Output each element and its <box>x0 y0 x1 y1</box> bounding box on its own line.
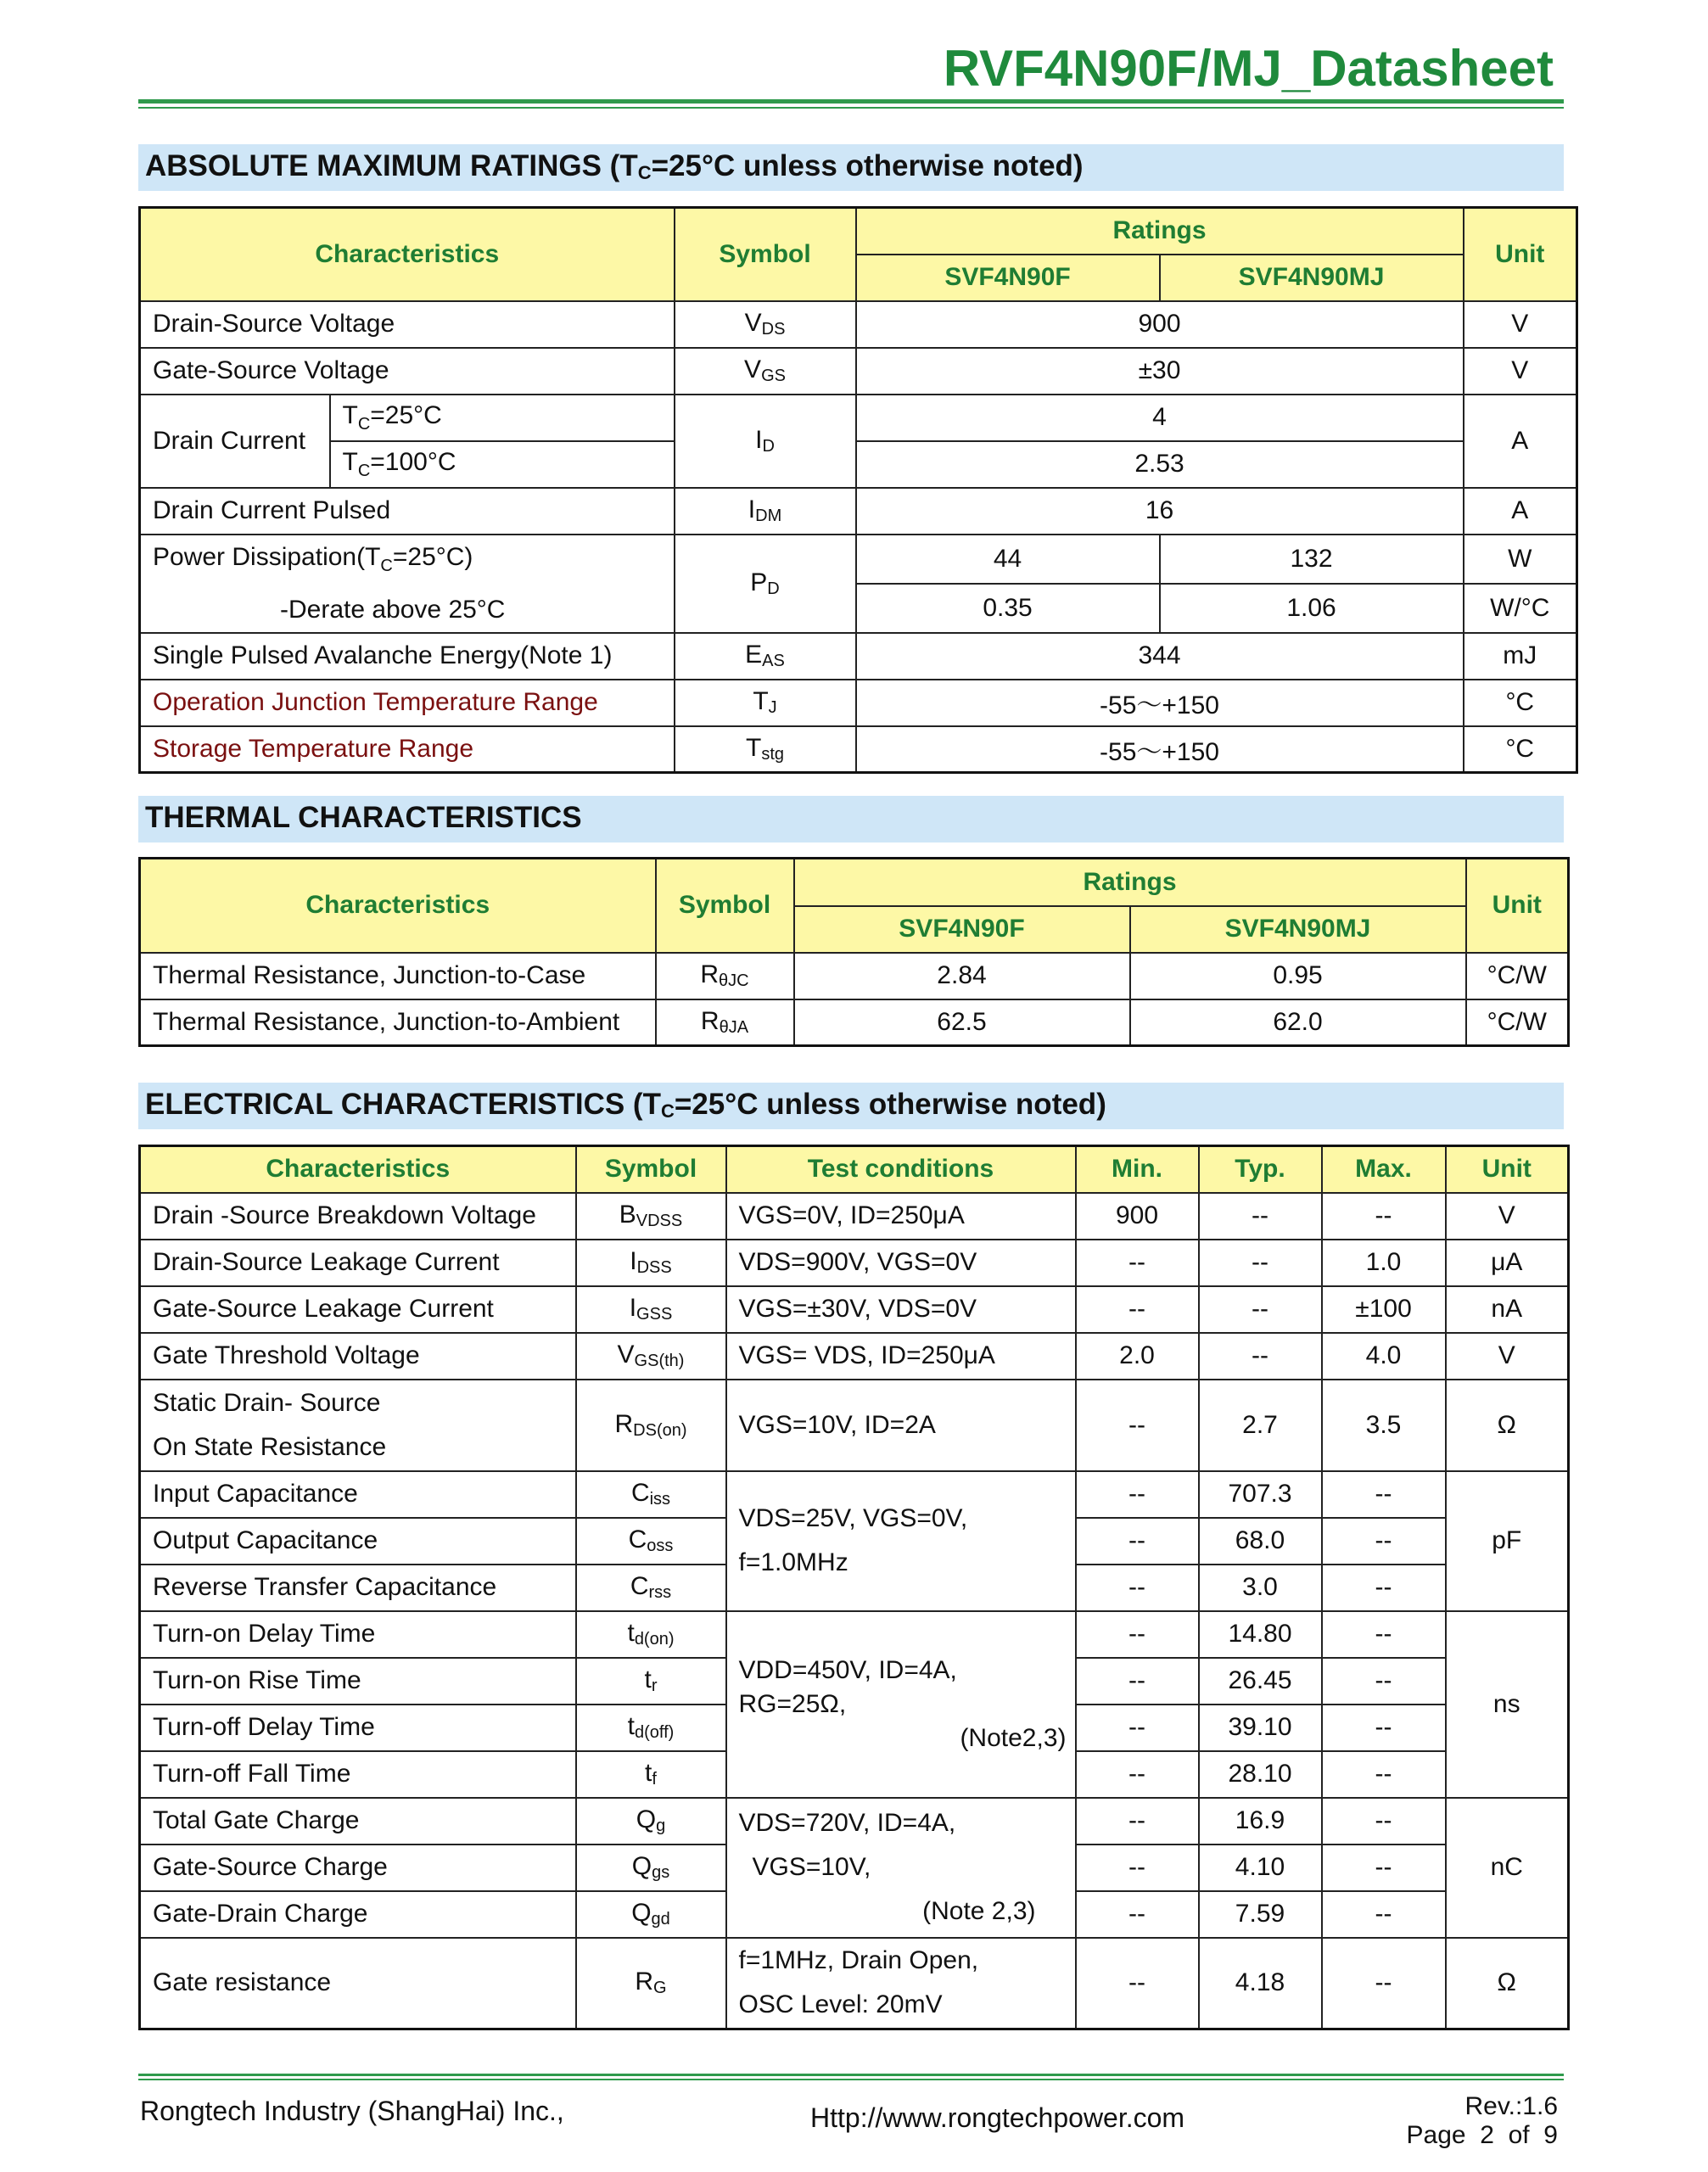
footer-company: Rongtech Industry (ShangHai) Inc., <box>140 2096 564 2126</box>
electrical-heading: ELECTRICAL CHARACTERISTICS ($T_C=25^\circ C$ unless otherwise noted) <box>138 1083 1564 1129</box>
header-rule <box>138 99 1564 104</box>
electrical-table <box>138 1145 1570 2030</box>
elec-hdr-characteristics: Characteristics <box>140 1146 576 1193</box>
row-vgs: Gate-Source Voltage $V_{GS}$ ±30 V <box>140 348 1577 395</box>
thermal-table <box>138 857 1570 1047</box>
row-igss: Gate-Source Leakage Current $I_{GSS}$ VGS=±30V, VDS=0V -- -- ±100 nA <box>140 1286 1569 1333</box>
row-ciss: Input Capacitance $C_{iss}$ VDS=25V, VGS=0V, f=1.0MHz -- 707.3 -- pF <box>140 1471 1569 1518</box>
thermal-hdr-unit: Unit <box>1466 859 1569 953</box>
row-tf: Turn-off Fall Time $t_f$ -- 28.10 -- <box>140 1751 1569 1798</box>
row-vgsth: Gate Threshold Voltage $V_{GS(th)}$ VGS= VDS, ID=250μA 2.0 -- 4.0 V <box>140 1333 1569 1380</box>
row-rthjc: Thermal Resistance, Junction-to-Case $R_{\theta JC}$ 2.84 0.95 °C/W <box>140 953 1569 999</box>
row-qgs: Gate-Source Charge $Q_{gs}$ -- 4.10 -- <box>140 1845 1569 1891</box>
row-idm: Drain Current Pulsed $I_{DM}$ 16 A <box>140 488 1577 535</box>
elec-hdr-unit: Unit <box>1446 1146 1569 1193</box>
hdr-ratings: Ratings <box>856 208 1464 255</box>
thermal-hdr-svf4n90mj: SVF4N90MJ <box>1130 906 1466 953</box>
thermal-heading: THERMAL CHARACTERISTICS <box>138 796 1564 842</box>
row-bvdss: Drain -Source Breakdown Voltage $B_{VDSS}$ VGS=0V, ID=250μA 900 -- -- V <box>140 1193 1569 1240</box>
hdr-characteristics: Characteristics <box>140 208 675 301</box>
thermal-hdr-svf4n90f: SVF4N90F <box>794 906 1130 953</box>
row-pd-derate: 0.35 1.06 W/°C <box>140 584 1577 633</box>
footer-rule <box>138 2074 1564 2076</box>
row-rg: Gate resistance $R_G$ f=1MHz, Drain Open, OSC Level: 20mV -- 4.18 -- Ω <box>140 1938 1569 2029</box>
row-id-100: $T_C=100^\circ C$ 2.53 <box>140 441 1577 488</box>
footer-rev: Rev.:1.6 <box>1464 2092 1558 2120</box>
row-tdoff: Turn-off Delay Time $t_{d(off)}$ -- 39.10 -- <box>140 1705 1569 1751</box>
elec-hdr-test-conditions: Test conditions <box>726 1146 1076 1193</box>
row-crss: Reverse Transfer Capacitance $C_{rss}$ -- 3.0 -- <box>140 1565 1569 1611</box>
amr-heading: ABSOLUTE MAXIMUM RATINGS ($T_C=25^\circ C$ unless otherwise noted) <box>138 144 1564 191</box>
row-coss: Output Capacitance $C_{oss}$ -- 68.0 -- <box>140 1518 1569 1565</box>
row-pd: Power $Dissipation(T_C=25^\circ C)$ -Derate above 25°C $P_D$ 44 132 W <box>140 535 1577 584</box>
hdr-symbol: Symbol <box>675 208 856 301</box>
elec-hdr-max: Max. <box>1322 1146 1446 1193</box>
elec-hdr-typ: Typ. <box>1199 1146 1322 1193</box>
header-rule-thin <box>138 107 1564 109</box>
row-qgd: Gate-Drain Charge $Q_{gd}$ -- 7.59 -- <box>140 1891 1569 1938</box>
row-vds: Drain-Source Voltage $V_{DS}$ 900 V <box>140 301 1577 348</box>
footer-url[interactable]: Http://www.rongtechpower.com <box>810 2102 1185 2133</box>
document-title: RVF4N90F/MJ_Datasheet <box>943 40 1554 97</box>
thermal-hdr-symbol: Symbol <box>656 859 794 953</box>
row-rdson: Static Drain- Source On State Resistance $R_{DS(on)}$ VGS=10V, ID=2A -- 2.7 3.5 Ω <box>140 1380 1569 1471</box>
row-tstg: Storage Temperature Range $T_{stg}$ -55～+150 °C <box>140 726 1577 773</box>
row-tr: Turn-on Rise Time $t_r$ -- 26.45 -- <box>140 1658 1569 1705</box>
hdr-svf4n90mj: SVF4N90MJ <box>1160 255 1464 301</box>
row-qg: Total Gate Charge $Q_g$ VDS=720V, ID=4A, VGS=10V, (Note 2,3) -- 16.9 -- nC <box>140 1798 1569 1845</box>
row-rthja: Thermal Resistance, Junction-to-Ambient $R_{\theta JA}$ 62.5 62.0 °C/W <box>140 999 1569 1046</box>
elec-hdr-symbol: Symbol <box>576 1146 726 1193</box>
row-tdon: Turn-on Delay Time $t_{d(on)}$ VDD=450V, ID=4A, RG=25Ω, (Note2,3) -- 14.80 -- ns <box>140 1611 1569 1658</box>
footer-page: Page 2 of 9 <box>1406 2121 1558 2149</box>
elec-hdr-min: Min. <box>1076 1146 1199 1193</box>
absolute-max-ratings-table <box>138 206 1578 774</box>
row-tj: Operation Junction Temperature Range $T_J$ -55～+150 °C <box>140 680 1577 726</box>
row-idss: Drain-Source Leakage Current $I_{DSS}$ VDS=900V, VGS=0V -- -- 1.0 μA <box>140 1240 1569 1286</box>
row-id-25: Drain Current $T_C=25^\circ C$ $I_D$ 4 A <box>140 395 1577 441</box>
thermal-hdr-characteristics: Characteristics <box>140 859 656 953</box>
footer-rule-thin <box>138 2079 1564 2080</box>
hdr-svf4n90f: SVF4N90F <box>856 255 1160 301</box>
row-eas: Single Pulsed Avalanche Energy(Note 1) $E_{AS}$ 344 mJ <box>140 633 1577 680</box>
hdr-unit: Unit <box>1464 208 1577 301</box>
thermal-hdr-ratings: Ratings <box>794 859 1466 906</box>
